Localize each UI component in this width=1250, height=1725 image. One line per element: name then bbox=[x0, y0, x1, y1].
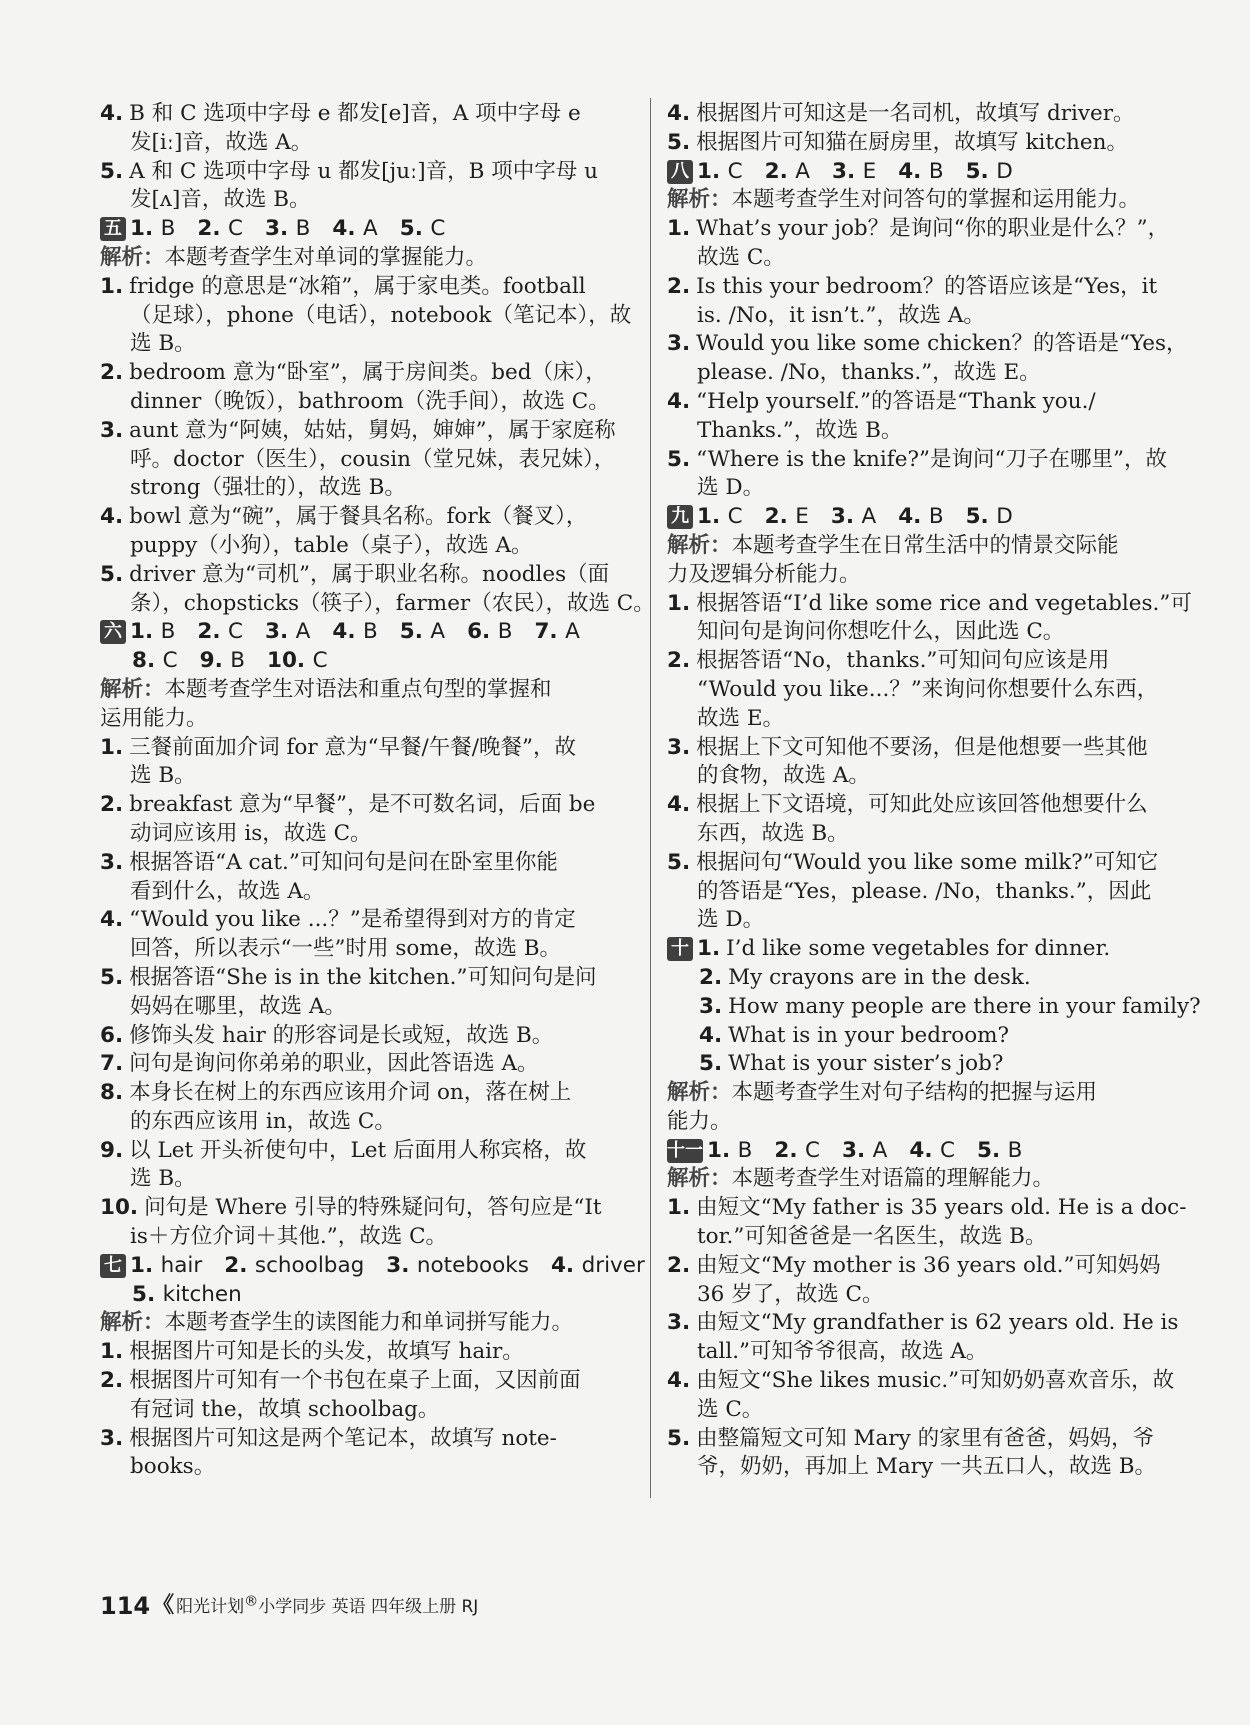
answer-item: 3. notebooks bbox=[386, 1252, 529, 1278]
section-8-answers bbox=[667, 158, 1204, 187]
page-footer: 114《 阳光计划®小学同步 英语 四年级上册 RJ bbox=[100, 1592, 479, 1620]
answer-item: 4. C bbox=[909, 1137, 955, 1163]
answer-item: 3. A bbox=[830, 504, 877, 530]
answer-item: 4. B bbox=[332, 619, 378, 645]
item-5: 5. A 和 C 选项中字母 u 都发[juː]音，B 项中字母 u bbox=[100, 158, 598, 184]
item-4: 4. B 和 C 选项中字母 e 都发[e]音，A 项中字母 e bbox=[100, 101, 581, 126]
section-10-analysis: 解析：本题考查学生对句子结构的把握与运用 bbox=[667, 1080, 1098, 1106]
answer-item: 5. B bbox=[977, 1137, 1023, 1163]
answer-item: 3. A bbox=[265, 619, 311, 645]
section-11-answers bbox=[667, 1137, 1204, 1166]
answer-item: 5. A bbox=[399, 619, 446, 645]
answer-item: 7. A bbox=[534, 619, 580, 645]
section-badge: 六 bbox=[100, 620, 126, 644]
answer-item: 1. B bbox=[707, 1137, 753, 1163]
answer-item: 1. C bbox=[697, 504, 743, 530]
answer-item: 1. C bbox=[697, 158, 743, 184]
answer-item: 4. B bbox=[898, 504, 944, 530]
answer-item: 3. B bbox=[265, 216, 311, 242]
section-7-analysis: 解析：本题考查学生的读图能力和单词拼写能力。 bbox=[100, 1310, 574, 1336]
answer-item: 3. E bbox=[831, 158, 877, 184]
section-badge: 九 bbox=[667, 505, 693, 529]
answer-item: 4. driver bbox=[550, 1252, 645, 1278]
answer-item: 8. C bbox=[132, 648, 178, 674]
brand-name: 阳光计划 bbox=[176, 1597, 245, 1617]
answer-item: 6. B bbox=[467, 619, 513, 645]
section-6-answers bbox=[100, 618, 637, 647]
book-info: 小学同步 英语 四年级上册 RJ bbox=[258, 1597, 479, 1617]
double-chevron-icon: 《 bbox=[152, 1593, 175, 1618]
section-badge: 五 bbox=[100, 217, 126, 241]
section-6-analysis: 解析：本题考查学生对语法和重点句型的掌握和 bbox=[100, 676, 552, 702]
section-11-analysis: 解析：本题考查学生对语篇的理解能力。 bbox=[667, 1166, 1055, 1192]
answer-item: 10. C bbox=[267, 648, 328, 674]
answer-item: 2. C bbox=[774, 1137, 821, 1163]
section-5-analysis: 解析：本题考查学生对单词的掌握能力。 bbox=[100, 244, 488, 270]
answer-item: 2. C bbox=[197, 619, 244, 645]
section-badge: 七 bbox=[100, 1254, 126, 1278]
section-9-analysis: 解析：本题考查学生在日常生活中的情景交际能 bbox=[667, 532, 1119, 558]
section-badge: 十 bbox=[667, 937, 693, 961]
section-5-answers bbox=[100, 215, 637, 244]
column-divider bbox=[650, 98, 651, 1498]
section-badge: 八 bbox=[667, 160, 693, 184]
answer-item: 5. D bbox=[965, 158, 1013, 184]
answer-item: 3. A bbox=[842, 1137, 888, 1163]
answer-item: 5. C bbox=[399, 216, 446, 242]
answer-item: 4. B bbox=[898, 158, 944, 184]
section-7-answers bbox=[100, 1252, 645, 1281]
answer-item: 2. schoolbag bbox=[224, 1252, 365, 1278]
section-badge: 十一 bbox=[667, 1139, 703, 1161]
left-column: 4. B 和 C 选项中字母 e 都发[e]音，A 项中字母 e 发[iː]音，故选 A。 5. A 和 C 选项中字母 u 都发[juː]音，B 项中字母 u 发[ʌ]音，故选 B。 五 1. B 2. C 3. B 4. A 5. C 解析：本题考查学生对单词的掌握能力。 1. fridge 的意思是“冰箱”，属于家电类。football （足球），phone（电话），notebook（笔记本），故 选 B。 2. bedroom 意为“卧室”，属于房间类。bed（床）， dinner（晚饭），bathroom（洗手间），故选 C。 3. aunt 意为“阿姨，姑姑，舅妈，婶婶”，属于家庭称 呼。doctor（医生），cousin（堂兄妹，表兄妹）， strong（强壮的），故选 B。 4. bowl 意为“碗”，属于餐具名称。fork（餐叉）， puppy（小狗），table（桌子），故选 A。 5. driver 意为“司机”，属于职业名称。noodles（面 条），chopsticks（筷子），farmer（农民），故选 C。 六 1. B 2. C 3. A 4. B 5. A 6. B 7. A 8. C 9. B 10. C 解析：本题考查学生对语法和重点句型的掌握和 运用能力。 1. 三餐前面加介词 for 意为“早餐/午餐/晚餐”，故 选 B。 2. breakfast 意为“早餐”，是不可数名词，后面 be 动词应该用 is，故选 C。 3. 根据答语“A cat.”可知问句是问在卧室里你能 看到什么，故选 A。 4. “Would you like ...？”是希望得到对方的肯定 回答，所以表示“一些”时用 some，故选 B。 5. 根据答语“She is in the kitchen.”可知问句是问 妈妈在哪里，故选 A。 6. 修饰头发 hair 的形容词是长或短，故选 B。 7. 问句是询问你弟弟的职业，因此答语选 A。 8. 本身长在树上的东西应该用介词 on，落在树上 的东西应该用 in，故选 C。 9. 以 Let 开头祈使句中，Let 后面用人称宾格，故 选 B。 10. 问句是 Where 引导的特殊疑问句，答句应是“It is＋方位介词＋其他.”，故选 C。 七 1. hair 2. schoolbag 3. notebooks 4. driver 5. kitchen 解析：本题考查学生的读图能力和单词拼写能力。 1. 根据图片可知是长的头发，故填写 hair。 2. 根据图片可知有一个书包在桌子上面，又因前面 有冠词 the，故填 schoolbag。 3. 根据图片可知这是两个笔记本，故填写 note- books。 bbox=[100, 101, 655, 1480]
answer-item: 1. B bbox=[130, 619, 176, 645]
section-10-answers: 十 1. I’d like some vegetables for dinner. bbox=[667, 935, 1204, 964]
right-column: 4. 根据图片可知这是一名司机，故填写 driver。 5. 根据图片可知猫在厨房里，故填写 kitchen。 八 1. C 2. A 3. E 4. B 5. D 解析：本题考查学生对问答句的掌握和运用能力。 1. What’s your job？是询问“你的职业是什么？”， 故选 C。 2. Is this your bedroom？的答语应该是“Yes，it is. /No，it isn’t.”，故选 A。 3. Would you like some chicken？的答语是“Yes， please. /No，thanks.”，故选 E。 4. “Help yourself.”的答语是“Thank you./ Thanks.”，故选 B。 5. “Where is the knife?”是询问“刀子在哪里”，故 选 D。 九 1. C 2. E 3. A 4. B 5. D 解析：本题考查学生在日常生活中的情景交际能 力及逻辑分析能力。 1. 根据答语“I’d like some rice and vegetables.”可 知问句是询问你想吃什么，因此选 C。 2. 根据答语“No，thanks.”可知问句应该是用 “Would you like...？”来询问你想要什么东西， 故选 E。 3. 根据上下文可知他不要汤，但是他想要一些其他 的食物，故选 A。 4. 根据上下文语境，可知此处应该回答他想要什么 东西，故选 B。 5. 根据问句“Would you like some milk?”可知它 的答语是“Yes，please. /No，thanks.”，因此 选 D。 十 1. I’d like some vegetables for dinner. 2. My crayons are in the desk. 3. How many people are there in your family? 4. What is in your bedroom? 5. What is your sister’s job? 解析：本题考查学生对句子结构的把握与运用 能力。 十一 1. B 2. C 3. A 4. C 5. B 解析：本题考查学生对语篇的理解能力。 1. 由短文“My father is 35 years old. He is a doc- tor.”可知爸爸是一名医生，故选 B。 2. 由短文“My mother is 36 years old.”可知妈妈 36 岁了，故选 C。 3. 由短文“My grandfather is 62 years old. He is tall.”可知爷爷很高，故选 A。 4. 由短文“She likes music.”可知奶奶喜欢音乐，故 选 C。 5. 由整篇短文可知 Mary 的家里有爸爸，妈妈，爷 爷，奶奶，再加上 Mary 一共五口人，故选 B。 bbox=[667, 100, 1204, 1482]
answer-item: 1. B bbox=[130, 216, 176, 242]
answer-item: 2. C bbox=[197, 216, 244, 242]
answer-item: 4. A bbox=[332, 216, 378, 242]
answer-item: 9. B bbox=[199, 648, 246, 674]
section-8-analysis: 解析：本题考查学生对问答句的掌握和运用能力。 bbox=[667, 187, 1141, 213]
answer-item: 2. A bbox=[764, 158, 810, 184]
answer-item: 1. hair bbox=[130, 1252, 203, 1278]
answer-item: 5. kitchen bbox=[132, 1281, 242, 1307]
section-9-answers bbox=[667, 503, 1204, 532]
answer-item: 2. E bbox=[764, 504, 809, 530]
page-number: 114 bbox=[100, 1592, 151, 1620]
answer-item: 5. D bbox=[965, 504, 1013, 530]
